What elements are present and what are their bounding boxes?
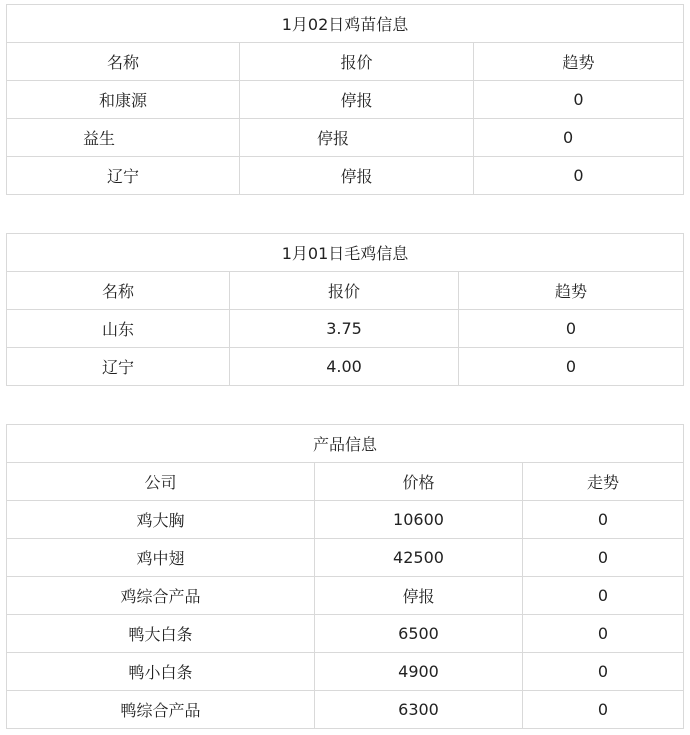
- table-title-row: [7, 5, 684, 43]
- table-cell: 42500: [315, 539, 523, 577]
- table-cell: 4900: [315, 653, 523, 691]
- table-cell: 0: [523, 615, 684, 653]
- table-row: [7, 157, 684, 195]
- table-cell: 0: [523, 539, 684, 577]
- table-row: [7, 653, 684, 691]
- table-row: [7, 577, 684, 615]
- table-cell: 0: [474, 81, 684, 119]
- header-cell: 趋势: [474, 43, 684, 81]
- table-title-row: [7, 425, 684, 463]
- table-header-row: [7, 463, 684, 501]
- table-cell: 0: [474, 157, 684, 195]
- table-cell: 山东: [7, 310, 230, 348]
- table-cell: 鸭综合产品: [7, 691, 315, 729]
- table-cell: 鸡大胸: [7, 501, 315, 539]
- table-cell: 辽宁: [7, 348, 230, 386]
- table-row: [7, 501, 684, 539]
- table-title: 1月02日鸡苗信息: [7, 5, 684, 43]
- table-cell: 0: [459, 348, 684, 386]
- table-cell: 0: [523, 653, 684, 691]
- table-header-row: [7, 43, 684, 81]
- table-cell: 0: [523, 577, 684, 615]
- chick-price-table: [6, 4, 684, 195]
- table-row: [7, 348, 684, 386]
- table-title: 产品信息: [7, 425, 684, 463]
- header-cell: 报价: [240, 43, 474, 81]
- table-title: 1月01日毛鸡信息: [7, 234, 684, 272]
- table-cell: 6500: [315, 615, 523, 653]
- table-cell: 0: [459, 310, 684, 348]
- table-row: [7, 81, 684, 119]
- table-cell: 停报: [240, 81, 474, 119]
- broiler-price-table: [6, 233, 684, 386]
- table-row: [7, 119, 684, 157]
- table-cell: 停报: [240, 119, 474, 157]
- table-cell: 4.00: [230, 348, 459, 386]
- table-cell: 停报: [315, 577, 523, 615]
- table-cell: 鸭小白条: [7, 653, 315, 691]
- table-cell: 6300: [315, 691, 523, 729]
- table-cell: 10600: [315, 501, 523, 539]
- table-cell: 停报: [240, 157, 474, 195]
- header-cell: 报价: [230, 272, 459, 310]
- table-cell: 鸡中翅: [7, 539, 315, 577]
- table-row: [7, 615, 684, 653]
- table-row: [7, 310, 684, 348]
- product-price-table: [6, 424, 684, 729]
- header-cell: 名称: [7, 43, 240, 81]
- header-cell: 价格: [315, 463, 523, 501]
- table-cell: 0: [474, 119, 684, 157]
- header-cell: 名称: [7, 272, 230, 310]
- header-cell: 趋势: [459, 272, 684, 310]
- table-row: [7, 691, 684, 729]
- table-cell: 辽宁: [7, 157, 240, 195]
- header-cell: 公司: [7, 463, 315, 501]
- table-cell: 益生: [7, 119, 240, 157]
- table-cell: 3.75: [230, 310, 459, 348]
- table-header-row: [7, 272, 684, 310]
- header-cell: 走势: [523, 463, 684, 501]
- table-row: [7, 539, 684, 577]
- table-cell: 鸡综合产品: [7, 577, 315, 615]
- table-cell: 0: [523, 501, 684, 539]
- table-cell: 鸭大白条: [7, 615, 315, 653]
- table-cell: 0: [523, 691, 684, 729]
- table-cell: 和康源: [7, 81, 240, 119]
- table-title-row: [7, 234, 684, 272]
